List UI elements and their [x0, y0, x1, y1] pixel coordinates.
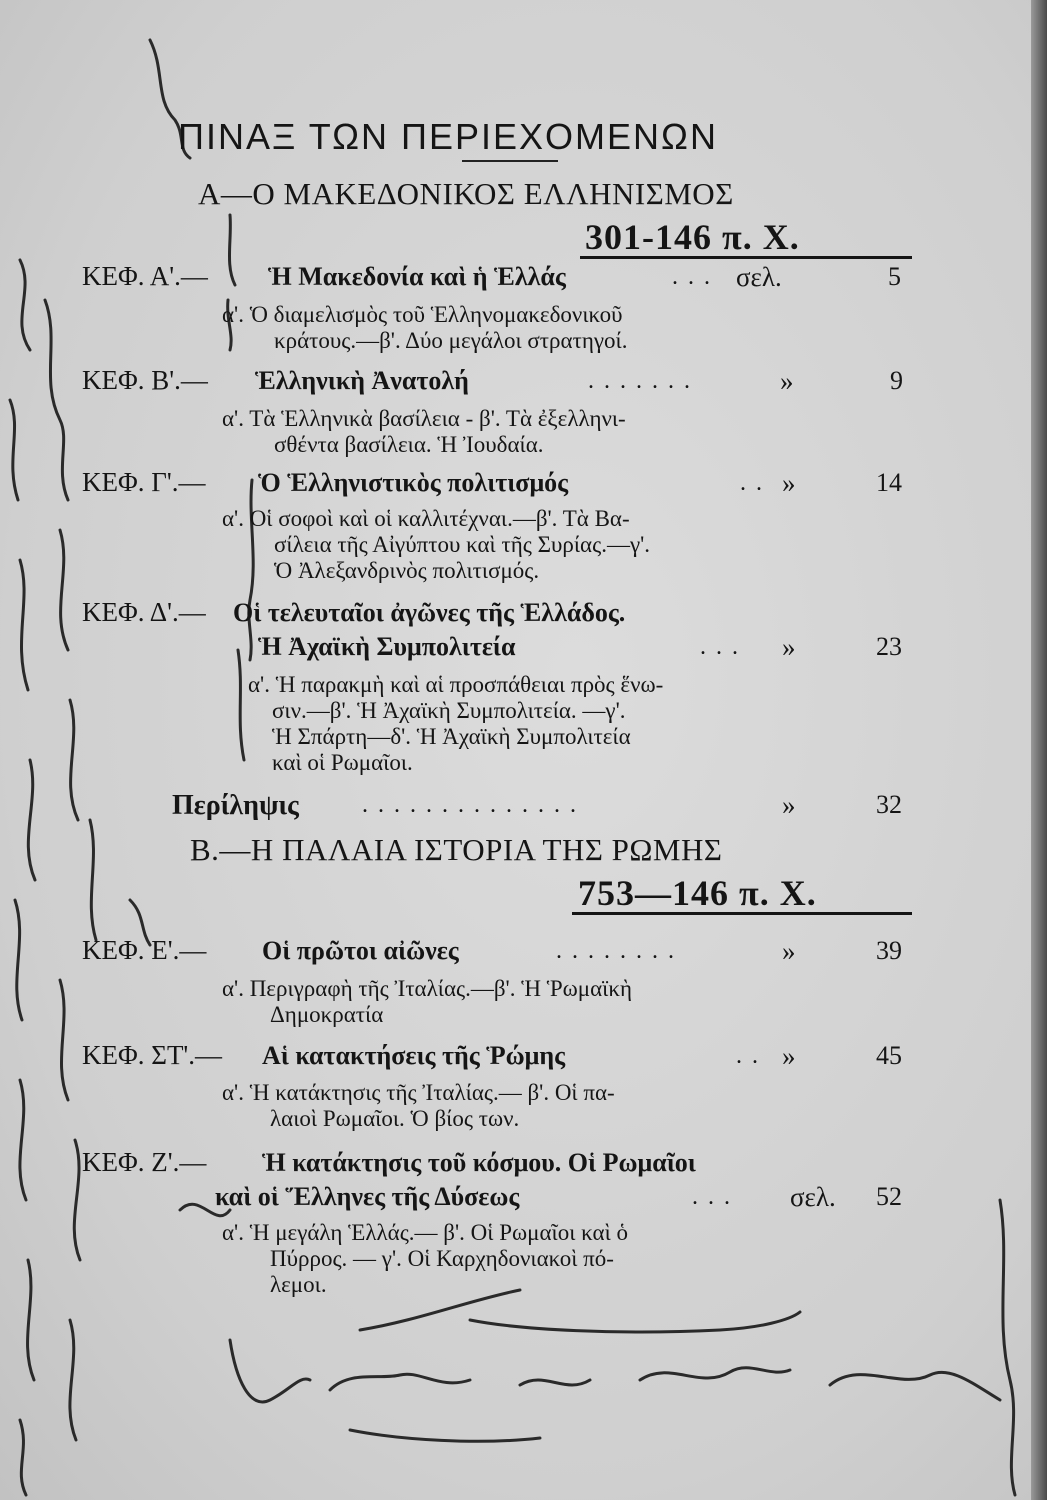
subtopic-line: σίλεια τῆς Αἰγύπτου καὶ τῆς Συρίας.—γ'. [274, 532, 650, 557]
chapter-g-page: 14 [876, 468, 902, 497]
subtopic-line: α'. Οἱ σοφοὶ καὶ οἱ καλλιτέχναι.—β'. Τὰ Βα- [222, 506, 630, 531]
subtopic-line: α'. Ἡ μεγάλη Ἑλλάς.— β'. Οἱ Ρωμαῖοι καὶ ὁ [222, 1220, 629, 1245]
subtopic-line: α'. Περιγραφὴ τῆς Ἰταλίας.—β'. Ἡ Ῥωμαϊκὴ [222, 976, 632, 1001]
chapter-st-dots: . . [736, 1043, 760, 1069]
chapter-d-subtopics [248, 672, 808, 776]
summary-page: 32 [876, 790, 902, 819]
chapter-d-page: 23 [876, 632, 902, 661]
chapter-a-title: Ἡ Μακεδονία καὶ ἡ Ἑλλάς [268, 262, 566, 291]
subtopic-line: σθέντα βασίλεια. Ἡ Ἰουδαία. [274, 432, 544, 457]
chapter-z-title-line2: καὶ οἱ Ἕλληνες τῆς Δύσεως [215, 1182, 520, 1211]
page-edge [1031, 0, 1047, 1500]
chapter-b-ref: » [780, 366, 794, 396]
chapter-st-title: Αἱ κατακτήσεις τῆς Ῥώμης [262, 1041, 566, 1070]
subtopic-line: Πύρρος. — γ'. Οἱ Καρχηδονιακοὶ πό- [270, 1246, 614, 1271]
chapter-d-title-line2: Ἡ Ἀχαϊκὴ Συμπολιτεία [258, 632, 516, 661]
subtopic-line: κράτους.—β'. Δύο μεγάλοι στρατηγοί. [274, 328, 628, 353]
subtopic-line: α'. Ἡ κατάκτησις τῆς Ἰταλίας.— β'. Οἱ πα- [222, 1080, 615, 1105]
part-a-title: Α—Ο ΜΑΚΕΔΟΝΙΚΟΣ ΕΛΛΗΝΙΣΜΟΣ [198, 176, 734, 211]
chapter-z-label: ΚΕΦ. Ζ'.— [82, 1147, 207, 1177]
chapter-b-subtopics [222, 406, 802, 458]
chapter-e-ref: » [782, 936, 796, 966]
chapter-g-ref: » [782, 468, 796, 498]
chapter-b-label: ΚΕΦ. Β'.— [82, 365, 208, 395]
chapter-d-ref: » [782, 632, 796, 662]
chapter-st-subtopics [222, 1080, 782, 1132]
subtopic-line: λαιοὶ Ρωμαῖοι. Ὁ βίος των. [270, 1106, 520, 1131]
chapter-z-subtopics [222, 1220, 782, 1298]
chapter-b-page: 9 [890, 366, 903, 395]
title-rule [462, 160, 558, 162]
chapter-d-label: ΚΕΦ. Δ'.— [82, 597, 206, 627]
part-a-years: 301-146 π. Χ. [585, 217, 800, 257]
chapter-st-label: ΚΕΦ. ΣΤ'.— [82, 1040, 223, 1070]
chapter-e-subtopics [222, 976, 822, 1028]
chapter-st-ref: » [782, 1041, 796, 1071]
chapter-a-ref: σελ. [736, 262, 782, 292]
part-a-years-rule [580, 256, 912, 259]
subtopic-line: α'. Τὰ Ἑλληνικὰ βασίλεια - β'. Τὰ ἐξελληνι- [222, 406, 626, 431]
chapter-e-label: ΚΕΦ. Ε'.— [82, 935, 207, 965]
chapter-a-dots: . . . [672, 264, 712, 290]
part-b-years: 753—146 π. Χ. [578, 873, 817, 913]
chapter-a-page: 5 [888, 262, 901, 291]
chapter-e-dots: . . . . . . . . [556, 938, 676, 964]
chapter-z-dots: . . . [692, 1184, 732, 1210]
chapter-st-page: 45 [876, 1041, 902, 1070]
subtopic-line: καὶ οἱ Ρωμαῖοι. [272, 750, 413, 775]
chapter-d-title: Οἱ τελευταῖοι ἀγῶνες τῆς Ἑλλάδος. [233, 598, 626, 627]
chapter-b-title: Ἑλληνικὴ Ἀνατολή [255, 366, 469, 395]
chapter-e-title: Οἱ πρῶτοι αἰῶνες [262, 936, 459, 965]
subtopic-line: α'. Ἡ παρακμὴ καὶ αἱ προσπάθειαι πρὸς ἕνω- [248, 672, 664, 697]
page-title: ΠΙΝΑΞ ΤΩΝ ΠΕΡΙΕΧΟΜΕΝΩΝ [178, 116, 718, 157]
chapter-z-page: 52 [876, 1182, 902, 1211]
subtopic-line: Ὁ Ἀλεξανδρινὸς πολιτισμός. [274, 558, 540, 583]
subtopic-line: α'. Ὁ διαμελισμὸς τοῦ Ἑλληνομακεδονικοῦ [222, 302, 623, 327]
subtopic-line: Δημοκρατία [270, 1002, 384, 1027]
summary-title: Περίληψις [172, 790, 299, 821]
chapter-g-subtopics [222, 506, 802, 584]
chapter-g-label: ΚΕΦ. Γ'.— [82, 467, 206, 497]
chapter-g-dots: . . [740, 470, 764, 496]
chapter-g-title: Ὁ Ἑλληνιστικὸς πολιτισμός [258, 468, 569, 497]
part-b-years-rule [572, 912, 912, 915]
subtopic-line: σιν.—β'. Ἡ Ἀχαϊκὴ Συμπολιτεία. —γ'. [272, 698, 626, 723]
chapter-b-dots: . . . . . . . [588, 368, 692, 394]
chapter-z-ref: σελ. [790, 1182, 836, 1212]
part-b-title: Β.—Η ΠΑΛΑΙΑ ΙΣΤΟΡΙΑ ΤΗΣ ΡΩΜΗΣ [190, 832, 723, 867]
summary-ref: » [782, 790, 796, 820]
chapter-a-label: ΚΕΦ. Α'.— [82, 261, 208, 291]
summary-dots: . . . . . . . . . . . . . . [362, 792, 578, 818]
chapter-d-dots: . . . [700, 634, 740, 660]
subtopic-line: λεμοι. [270, 1272, 327, 1297]
chapter-e-page: 39 [876, 936, 902, 965]
chapter-a-subtopics [222, 302, 782, 354]
chapter-z-title: Ἡ κατάκτησις τοῦ κόσμου. Οἱ Ρωμαῖοι [262, 1148, 696, 1177]
subtopic-line: Ἡ Σπάρτη—δ'. Ἡ Ἀχαϊκὴ Συμπολιτεία [272, 724, 631, 749]
